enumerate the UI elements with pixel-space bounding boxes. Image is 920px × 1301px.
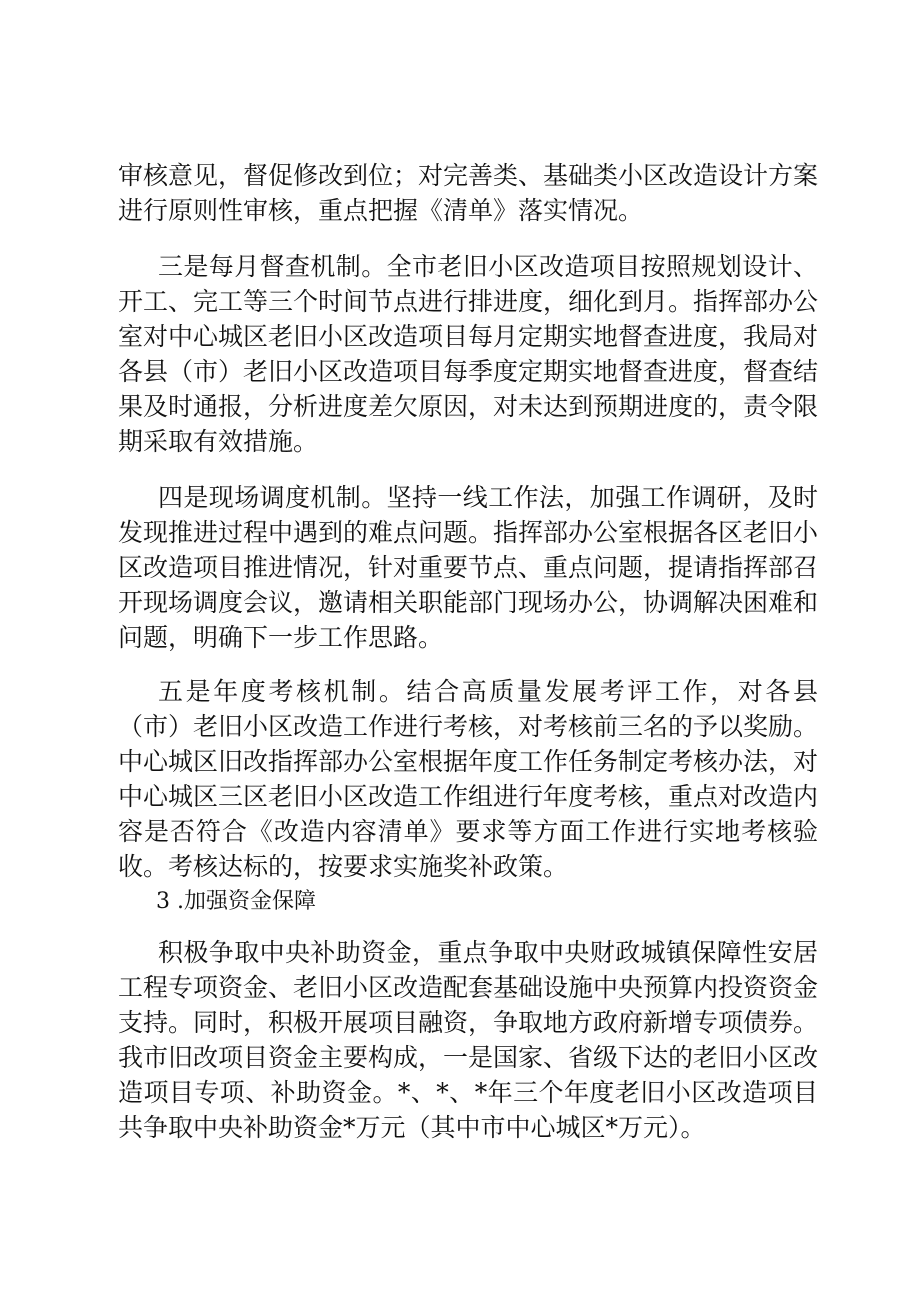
document-body bbox=[118, 158, 818, 1145]
paragraph-review-opinion: 审核意见，督促修改到位；对完善类、基础类小区改造设计方案进行原则性审核，重点把握《清单》落实情况。 bbox=[118, 161, 819, 225]
section-heading-funding: 3 .加强资金保障 bbox=[156, 889, 316, 914]
paragraph-funding-guarantee: 积极争取中央补助资金，重点争取中央财政城镇保障性安居工程专项资金、老旧小区改造配套基础设施中央预算内投资资金支持。同时，积极开展项目融资，争取地方政府新增专项债券。我市旧改项目资金主要构成，一是国家、省级下达的老旧小区改造项目专项、补助资金。*、*、*年三个年度老旧小区改造项目共争取中央补助资金*万元（其中市中心城区*万元）。 bbox=[118, 938, 819, 1142]
paragraph-onsite-dispatch: 四是现场调度机制。坚持一线工作法，加强工作调研，及时发现推进过程中遇到的难点问题。指挥部办公室根据各区老旧小区改造项目推进情况，针对重要节点、重点问题，提请指挥部召开现场调度会议，邀请相关职能部门现场办公，协调解决困难和问题，明确下一步工作思路。 bbox=[118, 483, 819, 652]
paragraph-monthly-inspection: 三是每月督查机制。全市老旧小区改造项目按照规划设计、开工、完工等三个时间节点进行排进度，细化到月。指挥部办公室对中心城区老旧小区改造项目每月定期实地督查进度，我局对各县（市）老旧小区改造项目每季度定期实地督查进度，督查结果及时通报，分析进度差欠原因，对未达到预期进度的，责令限期采取有效措施。 bbox=[118, 252, 819, 456]
paragraph-annual-assessment: 五是年度考核机制。结合高质量发展考评工作，对各县（市）老旧小区改造工作进行考核，对考核前三名的予以奖励。中心城区旧改指挥部办公室根据年度工作任务制定考核办法，对中心城区三区老旧小区改造工作组进行年度考核，重点对改造内容是否符合《改造内容清单》要求等方面工作进行实地考核验收。考核达标的，按要求实施奖补政策。 bbox=[118, 677, 819, 881]
